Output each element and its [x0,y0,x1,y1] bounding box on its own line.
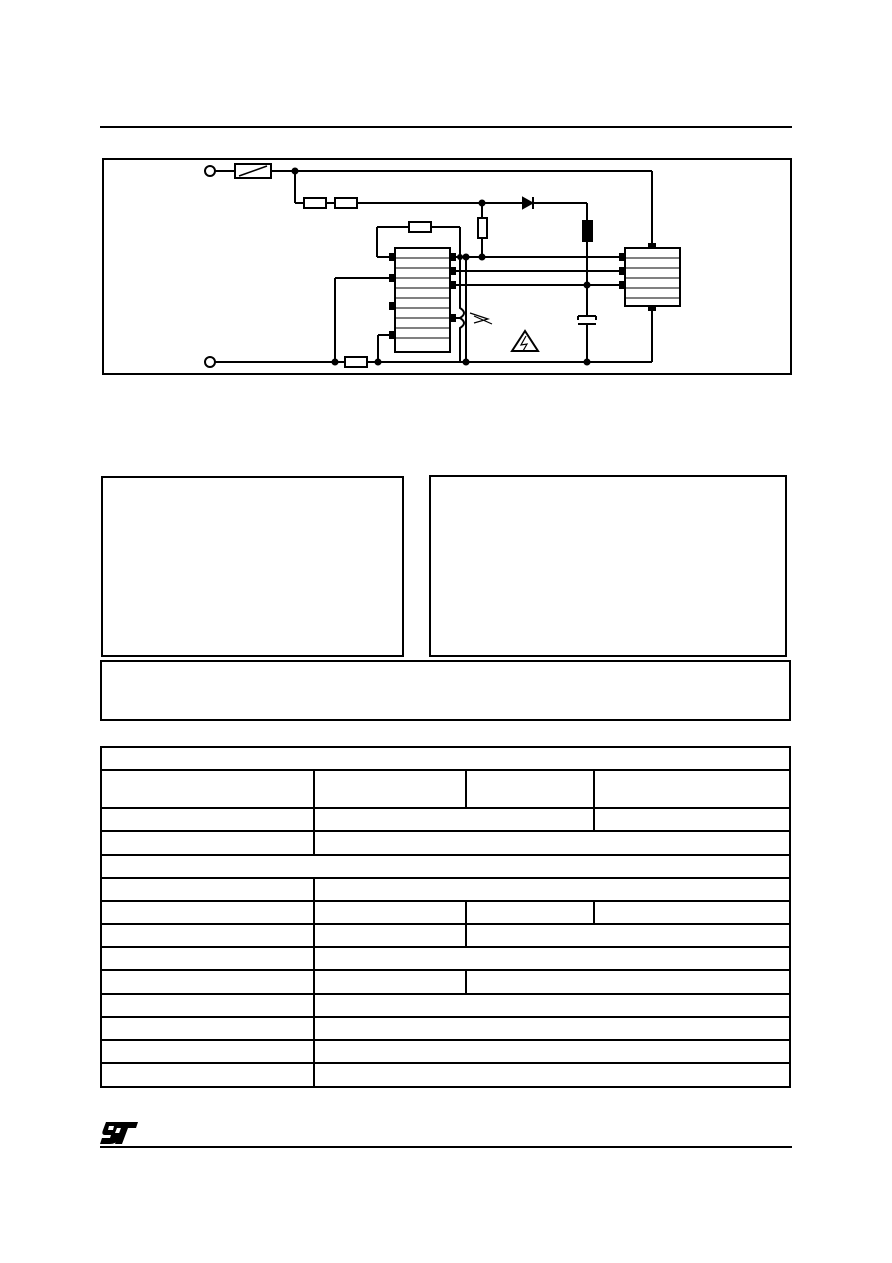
resistor-icon [345,357,367,367]
table-row [100,830,791,832]
resistor-icon [478,218,487,238]
right-figure-box [429,475,787,657]
table-column-divider [465,900,467,948]
data-table [100,746,791,1088]
resistor-icon [304,198,326,208]
footer-rule [100,1146,792,1148]
table-column-divider [593,900,595,925]
table-column-divider [465,769,467,809]
resistor-icon [409,222,431,232]
wide-note-box [100,660,791,721]
table-row [100,993,791,995]
resistor-icon [335,198,357,208]
transformer-icon [460,257,464,362]
table-row [100,923,791,925]
table-row [100,854,791,856]
table-row [100,807,791,809]
header-rule [100,126,792,128]
inductor-icon [583,221,592,241]
table-column-divider [313,769,315,856]
table-row [100,1039,791,1041]
st-logo [100,1120,140,1146]
schematic-diagram [102,158,792,375]
table-row [100,1062,791,1064]
table-row [100,1016,791,1018]
table-row [100,769,791,771]
input-terminal-icon [205,166,215,176]
input-terminal-icon [205,357,215,367]
table-row [100,877,791,879]
table-column-divider [593,769,595,832]
left-figure-box [101,476,404,657]
ic-block-icon [395,248,450,352]
table-row [100,969,791,971]
table-row [100,946,791,948]
ic-block-icon [625,248,680,306]
diode-icon [523,198,532,208]
table-row [100,900,791,902]
table-column-divider [313,877,315,1088]
table-column-divider [465,969,467,995]
